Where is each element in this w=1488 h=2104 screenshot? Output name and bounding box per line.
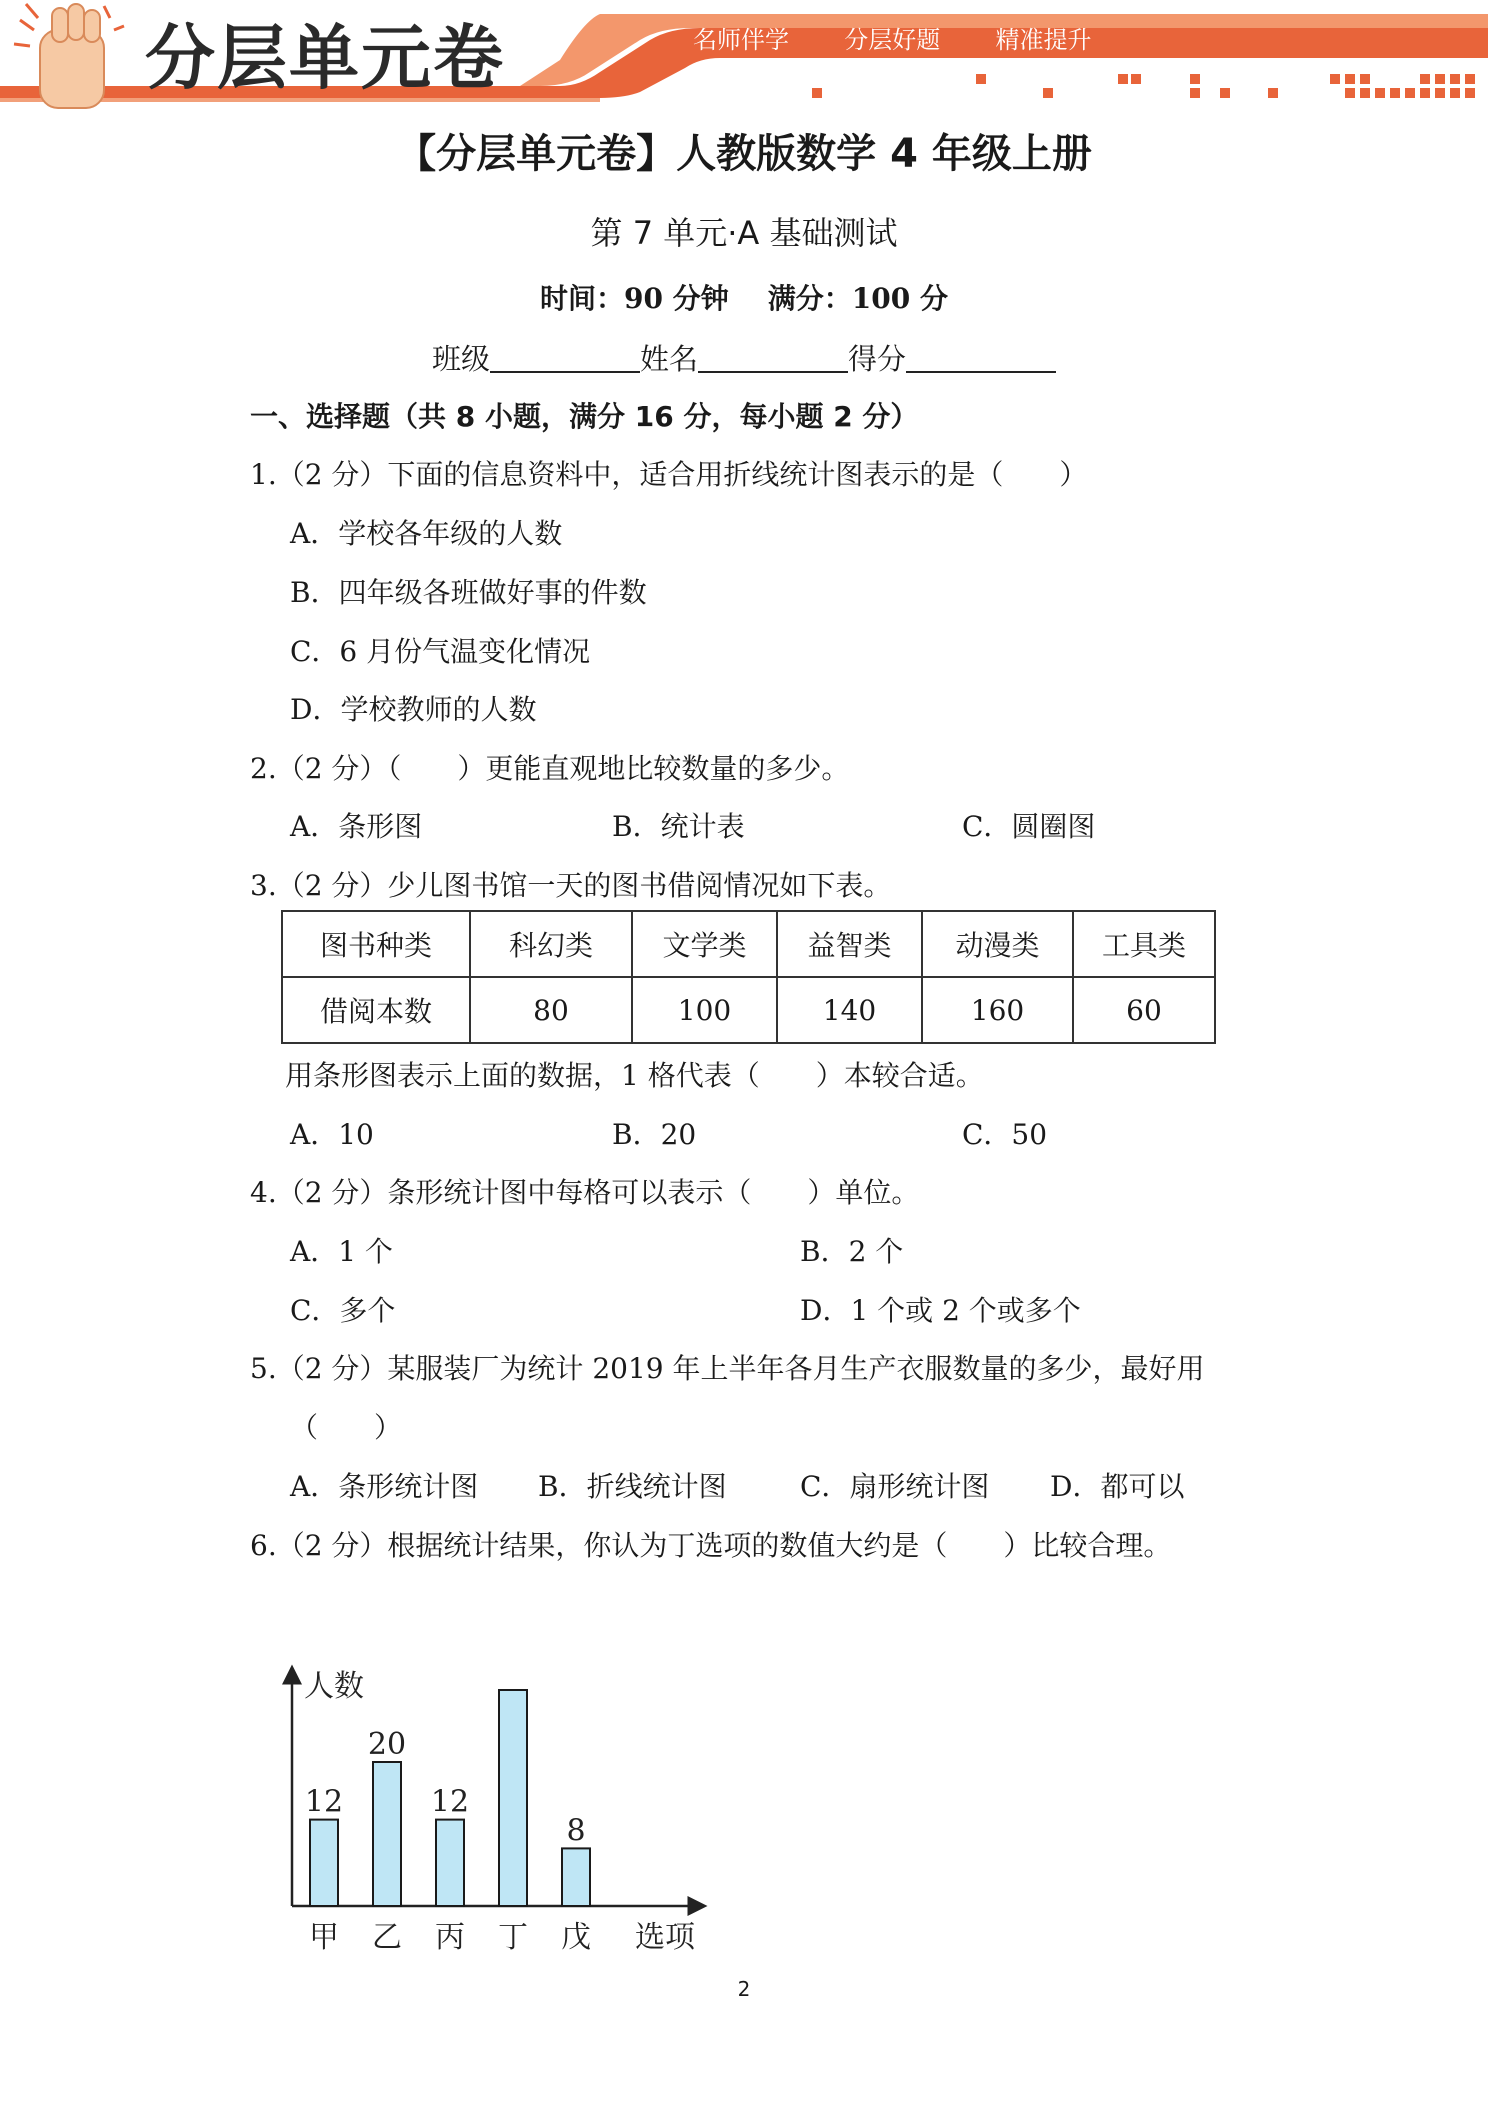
category-label: 乙 (372, 1920, 402, 1955)
y-axis-label: 人数 (304, 1669, 364, 1704)
data-label: 20 (367, 1727, 407, 1762)
brand-title: 分层单元卷 (145, 17, 505, 99)
bar-chart (270, 1660, 730, 1960)
table-cell: 借阅本数 (282, 977, 470, 1043)
bar-戊 (562, 1848, 590, 1906)
table-cell: 140 (777, 977, 922, 1043)
question-5-option-d: D．都可以 (1050, 1470, 1185, 1503)
table-cell: 80 (470, 977, 632, 1043)
question-4-option-c: C．多个 (290, 1294, 396, 1327)
table-header-cell: 图书种类 (282, 911, 470, 977)
category-label: 丁 (498, 1920, 528, 1955)
question-3-option-c: C．50 (962, 1118, 1048, 1151)
category-label: 戊 (561, 1920, 591, 1955)
question-2-option-b: B．统计表 (612, 810, 745, 843)
question-2-option-c: C．圆圈图 (962, 810, 1096, 843)
class-blank[interactable] (490, 341, 640, 373)
question-3-option-b: B．20 (612, 1118, 697, 1151)
question-5-option-c: C．扇形统计图 (800, 1470, 990, 1503)
time-score-line: 时间：90 分钟 满分：100 分 (540, 282, 948, 315)
question-3-stem: 3.（2 分）少儿图书馆一天的图书借阅情况如下表。 (250, 869, 892, 902)
student-info-line (0, 337, 1488, 378)
borrow-table (281, 910, 1216, 1044)
table-cell: 100 (632, 977, 777, 1043)
bar-丁 (499, 1690, 527, 1906)
name-label: 姓名 (639, 342, 698, 376)
table-header-cell: 益智类 (777, 911, 922, 977)
question-1-stem: 1.（2 分）下面的信息资料中，适合用折线统计图表示的是（ ） (250, 458, 1088, 491)
question-5-stem: 5.（2 分）某服装厂为统计 2019 年上半年各月生产衣服数量的多少，最好用 (250, 1352, 1205, 1385)
page-subtitle: 第 7 单元·A 基础测试 (590, 214, 898, 252)
bar-乙 (373, 1762, 401, 1906)
table-header-row (282, 911, 1215, 977)
class-label: 班级 (431, 342, 490, 376)
question-5-option-b: B．折线统计图 (538, 1470, 727, 1503)
question-6-stem: 6.（2 分）根据统计结果，你认为丁选项的数值大约是（ ）比较合理。 (250, 1529, 1172, 1562)
bar-丙 (436, 1820, 464, 1906)
question-1-option-d: D．学校教师的人数 (290, 693, 537, 726)
score-label: 得分 (848, 342, 907, 376)
name-blank[interactable] (698, 341, 848, 373)
question-1-option-a: A．学校各年级的人数 (290, 517, 563, 550)
data-label: 8 (566, 1813, 586, 1849)
table-header-cell: 文学类 (632, 911, 777, 977)
table-header-cell: 动漫类 (922, 911, 1073, 977)
category-label: 甲 (309, 1920, 339, 1955)
question-5-paren: （ ） (290, 1411, 403, 1444)
question-4-option-a: A．1 个 (290, 1235, 393, 1268)
section-heading: 一、选择题（共 8 小题，满分 16 分，每小题 2 分） (250, 400, 919, 433)
question-4-stem: 4.（2 分）条形统计图中每格可以表示（ ）单位。 (250, 1176, 920, 1209)
score-blank[interactable] (906, 341, 1056, 373)
question-2-stem: 2.（2 分）（ ）更能直观地比较数量的多少。 (250, 752, 850, 785)
table-cell: 160 (922, 977, 1073, 1043)
question-1-option-b: B．四年级各班做好事的件数 (290, 576, 647, 609)
page-number: 2 (737, 1977, 751, 2001)
question-4-option-b: B．2 个 (800, 1235, 904, 1268)
bar-甲 (310, 1820, 338, 1906)
question-3-follow: 用条形图表示上面的数据，1 格代表（ ）本较合适。 (285, 1059, 984, 1092)
question-2-option-a: A．条形图 (290, 810, 423, 843)
table-cell: 60 (1073, 977, 1215, 1043)
category-label: 丙 (435, 1920, 465, 1955)
data-label: 12 (430, 1784, 470, 1820)
data-label: 12 (304, 1784, 344, 1820)
question-4-option-d: D．1 个或 2 个或多个 (800, 1294, 1081, 1327)
question-5-option-a: A．条形统计图 (290, 1470, 479, 1503)
x-axis-label: 选项 (635, 1920, 695, 1955)
table-row (282, 977, 1215, 1043)
slogan: 名师伴学 分层好题 精准提升 (693, 26, 1092, 54)
table-header-cell: 工具类 (1073, 911, 1215, 977)
page-title: 【分层单元卷】人教版数学 4 年级上册 (396, 131, 1092, 177)
question-1-option-c: C．6 月份气温变化情况 (290, 635, 591, 668)
question-3-option-a: A．10 (290, 1118, 374, 1151)
table-header-cell: 科幻类 (470, 911, 632, 977)
